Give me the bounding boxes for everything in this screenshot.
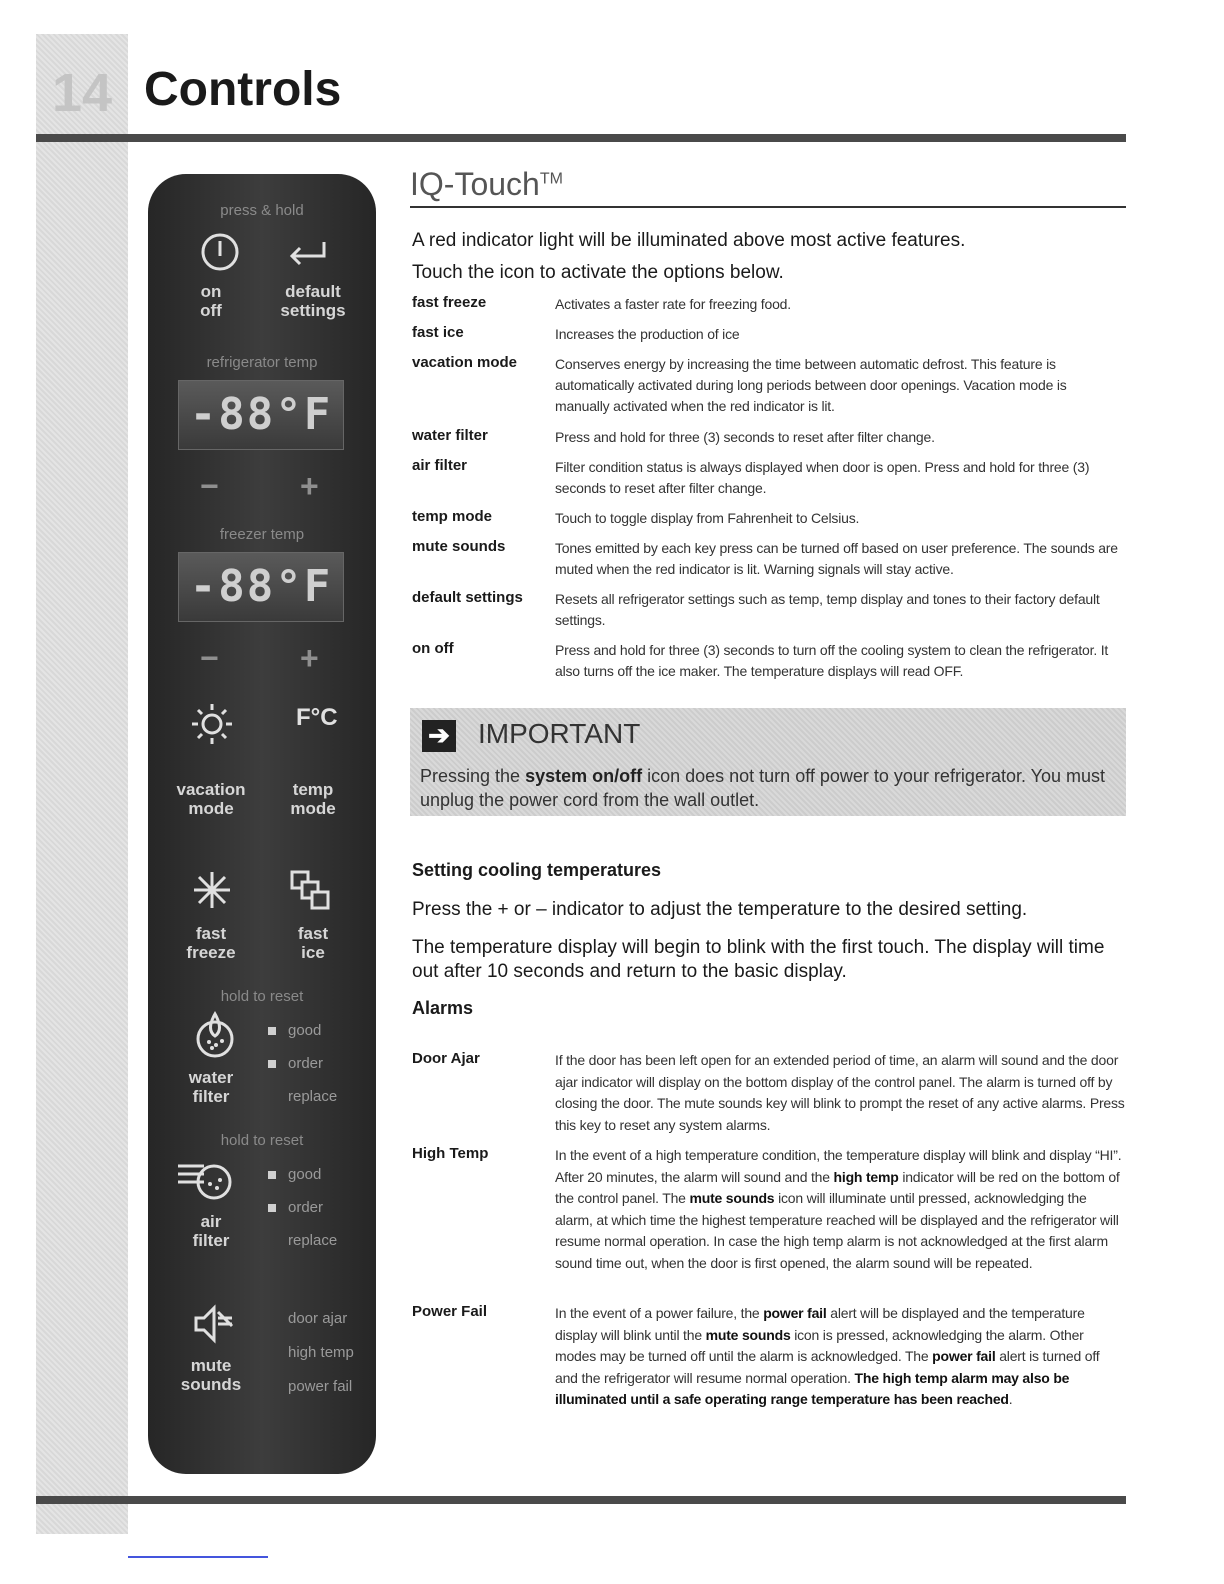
water-drop-icon[interactable] [190,1010,240,1060]
page-title: Controls [144,63,342,116]
page-number: 14 [52,63,113,123]
ice-cubes-icon[interactable] [288,868,334,912]
sun-icon[interactable] [190,702,234,746]
air-filter-label[interactable]: air filter [192,1212,230,1250]
default-settings-label[interactable]: default settings [280,282,346,320]
cooling-heading: Setting cooling temperatures [412,860,662,880]
freezer-temp-display: -88°F [178,552,344,622]
freezer-plus-button[interactable]: + [300,640,319,676]
water-indicator-order: order [268,1055,323,1072]
temp-mode-icon[interactable]: F°C [296,704,338,731]
mute-speaker-icon[interactable] [192,1304,236,1344]
footer-line [128,1556,268,1558]
alarm-indicator-high-temp: high temp [288,1344,354,1361]
air-filter-icon[interactable] [174,1158,238,1202]
control-panel [148,174,376,1474]
arrow-icon: ➔ [422,720,456,752]
fast-ice-label[interactable]: fast ice [297,924,329,962]
side-strip [36,34,128,1534]
vacation-mode-label[interactable]: vacation mode [176,780,246,818]
press-hold-caption: press & hold [220,202,304,219]
freezer-minus-button[interactable]: − [200,640,219,676]
alarms-heading: Alarms [412,998,474,1018]
snowflake-icon[interactable] [192,870,232,910]
cooling-para-1: Press the + or – indicator to adjust the temperature to the desired setting. [412,899,1028,920]
freezer-temp-caption: freezer temp [219,526,305,543]
section-title: IQ-Touch™ [410,166,563,202]
air-indicator-replace: replace [288,1232,338,1249]
intro-line-2: Touch the icon to activate the options below. [412,262,784,283]
refrigerator-temp-caption: refrigerator temp [206,354,318,371]
air-indicator-good: good [268,1166,321,1183]
power-icon[interactable] [200,232,240,272]
water-filter-label[interactable]: water filter [188,1068,234,1106]
cooling-para-2: The temperature display will begin to blink with the first touch. The display will time out after 10 seconds and return to the basic display. [412,937,1105,982]
alarm-indicator-door-ajar: door ajar [288,1310,348,1327]
fast-freeze-label[interactable]: fast freeze [186,924,236,962]
important-title: IMPORTANT [478,718,641,749]
water-indicator-good: good [268,1022,321,1039]
important-box [410,708,1126,816]
air-indicator-order: order [268,1199,323,1216]
refrigerator-temp-display: -88°F [178,380,344,450]
section-rule [410,206,1126,208]
water-indicator-replace: replace [288,1088,338,1105]
top-rule [36,134,1126,142]
alarm-indicator-power-fail: power fail [288,1378,353,1395]
bottom-rule [36,1496,1126,1504]
refrigerator-minus-button[interactable]: − [200,468,219,504]
return-arrow-icon[interactable] [284,238,330,266]
temp-mode-label[interactable]: temp mode [290,780,336,818]
hold-to-reset-caption-2: hold to reset [220,1132,304,1149]
refrigerator-plus-button[interactable]: + [300,468,319,504]
mute-sounds-label[interactable]: mute sounds [180,1356,242,1394]
on-off-label[interactable]: on off [200,282,222,320]
intro-line-1: A red indicator light will be illuminated above most active features. [412,230,966,251]
important-text: Pressing the system on/off icon does not turn off power to your refrigerator. You must unplug the power cord from the wall outlet. [420,766,1106,810]
hold-to-reset-caption: hold to reset [220,988,304,1005]
